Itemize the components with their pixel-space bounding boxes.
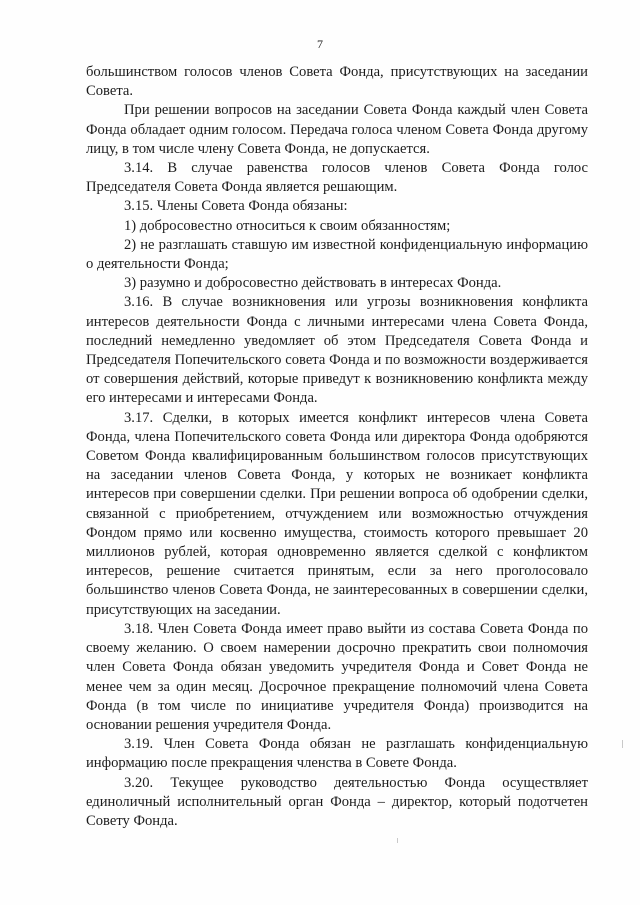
document-body [86, 63, 588, 831]
scan-speck [622, 740, 623, 748]
paragraph-3-20: 3.20. Текущее руководство деятельностью Фонда осуществляет единоличный исполнительный орган Фонда – директор, который подотчетен Совету Фонда. [86, 774, 588, 829]
paragraph-3-17: 3.17. Сделки, в которых имеется конфликт интересов члена Совета Фонда, члена Попечительского совета Фонда или директора Фонда одобряются Советом Фонда квалифицированным большинством голосов присутствующих на заседании членов Совета Фонда, у которых не возникает конфликта интересов при совершении сделки. При решении вопроса об одобрении сделки, связанной с приобретением, отчуждением или возможностью отчуждения Фондом прямо или косвенно имущества, стоимость которого превышает 20 миллионов рублей, которая одновременно является сделкой с конфликтом интересов, решение считается принятым, если за него проголосовало большинство членов Совета Фонда, не заинтересованных в совершении сделки, присутствующих на заседании. [86, 409, 588, 618]
list-item-3: 3) разумно и добросовестно действовать в интересах Фонда. [124, 275, 502, 292]
paragraph-continuation: большинством голосов членов Совета Фонда, присутствующих на заседании Совета. [86, 64, 588, 100]
paragraph-3-18: 3.18. Член Совета Фонда имеет право выйти из состава Совета Фонда по своему желанию. О своем намерении досрочно прекратить свои полномочия член Совета Фонда обязан уведомить учредителя Фонда и Совет Фонда не менее чем за один месяц. Досрочное прекращение полномочий члена Совета Фонда (в том числе по инициативе учредителя Фонда) производится на основании решения учредителя Фонда. [86, 620, 588, 733]
list-item-1: 1) добросовестно относиться к своим обязанностям; [124, 217, 451, 234]
paragraph-voting: При решении вопросов на заседании Совета Фонда каждый член Совета Фонда обладает одним голосом. Передача голоса членом Совета Фонда другому лицу, в том числе члену Совета Фонда, не допускается. [86, 102, 588, 157]
list-item-2: 2) не разглашать ставшую им известной конфиденциальную информацию о деятельности Фонда; [86, 236, 588, 273]
scan-speck [397, 838, 398, 843]
paragraph-3-15: 3.15. Члены Совета Фонда обязаны: [124, 198, 348, 215]
paragraph-3-16: 3.16. В случае возникновения или угрозы возникновения конфликта интересов деятельности Фонда с личными интересами члена Совета Фонда, последний немедленно уведомляет об этом Председателя Совета Фонда и Председателя Попечительского совета Фонда и по возможности воздерживается от совершения действий, которые приведут к возникновению конфликта между его интересами и интересами Фонда. [86, 294, 588, 407]
page-number: 7 [317, 37, 323, 51]
paragraph-3-14: 3.14. В случае равенства голосов членов Совета Фонда голос Председателя Совета Фонда является решающим. [86, 160, 588, 196]
paragraph-3-19: 3.19. Член Совета Фонда обязан не разглашать конфиденциальную информацию после прекращения членства в Совете Фонда. [86, 736, 588, 772]
